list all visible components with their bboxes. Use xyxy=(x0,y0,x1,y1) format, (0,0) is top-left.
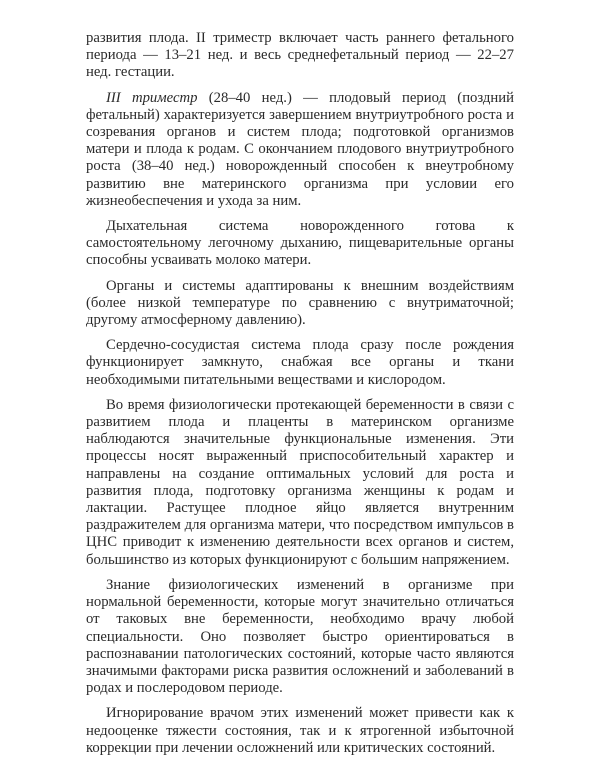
paragraph-text: Игнорирование врачом этих изменений может привести как к недооценке тяжести состояния, так и к ятрогенной избыточной коррекции при лечении осложнений или критических состояний. xyxy=(86,705,514,756)
paragraph-ignoring xyxy=(86,705,514,757)
document-page xyxy=(86,30,514,765)
paragraph-text: Органы и системы адаптированы к внешним воздействиям (более низкой температуре по сравнению с внутриматочной; другому атмосферному давлению). xyxy=(86,277,514,329)
paragraph-adaptation xyxy=(86,278,514,330)
paragraph-third-trimester xyxy=(86,90,514,210)
paragraph-respiratory xyxy=(86,218,514,270)
paragraph-knowledge xyxy=(86,577,514,697)
paragraph-physiological-changes xyxy=(86,397,514,569)
paragraph-text: Во время физиологически протекающей беременности в связи с развитием плода и плаценты в материнском организме наблюдаются значительные функциональные изменения. Эти процессы носят выраженный приспособительный характер и направлены на создание оптимальных условий для роста и развития плода, подготовку организма женщины к родам и лактации. Растущее плодное яйцо является внутренним раздражителем для организма матери, что посредством импульсов в ЦНС приводит к изменению деятельности всех органов и систем, большинство из которых функционируют с большим напряжением. xyxy=(86,396,514,568)
paragraph-continuation xyxy=(86,30,514,82)
term-third-trimester: III триместр xyxy=(106,89,198,106)
paragraph-text: (28–40 нед.) — плодовый период (поздний фетальный) характеризуется завершением внутриутробного роста и созревания органов и систем плода; подготовкой организмов матери и плода к родам. С окончанием плодового внутриутробного роста (38–40 нед.) новорожденный способен к внеутробному развитию вне материнского организма при условии его жизнеобеспечения и ухода за ним. xyxy=(86,89,514,209)
paragraph-text: Знание физиологических изменений в организме при нормальной беременности, которые могут значительно отличаться от таковых вне беременности, необходимо врачу любой специальности. Оно позволяет быстро ориентироваться в распознавании патологических состояний, которые часто являются значимыми факторами риска развития осложнений и заболеваний в родах и послеродовом периоде. xyxy=(86,576,514,697)
paragraph-text: развития плода. II триместр включает часть раннего фетального периода — 13–21 нед. и весь среднефетальный период — 22–27 нед. гестации. xyxy=(86,30,514,81)
paragraph-text: Дыхательная система новорожденного готова к самостоятельному легочному дыханию, пищеварительные органы способны усваивать молоко матери. xyxy=(86,218,514,269)
paragraph-cardiovascular xyxy=(86,337,514,389)
paragraph-text: Сердечно-сосудистая система плода сразу после рождения функционирует замкнуто, снабжая все органы и ткани необходимыми питательными веществами и кислородом. xyxy=(86,337,514,388)
